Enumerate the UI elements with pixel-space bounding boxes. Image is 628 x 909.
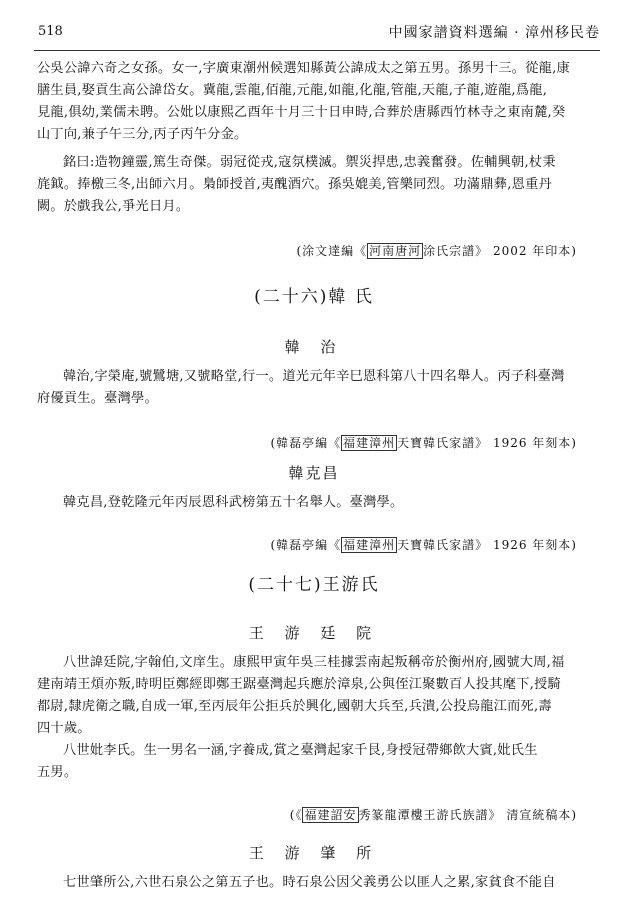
person-name: 韓 治 <box>284 338 344 356</box>
source-citation: (涂文達編《 河南唐河 涂氏宗譜》 2002 年印本) <box>296 244 577 258</box>
biography-paragraph <box>37 740 591 784</box>
text-line: 韓治,字榮庵,號鷺塘,又號略堂,行一。道光元年辛巳恩科第八十四名舉人。丙子科臺灣 <box>63 369 565 384</box>
source-citation: (韓磊亭編《 福建漳州 天寶韓氏家譜》 1926 年刻本) <box>270 538 577 552</box>
text-line: 四十歲。 <box>37 721 91 736</box>
text-line: 八世諱廷院,字翰伯,文庠生。康熙甲寅年吳三桂據雲南起叛稱帝於衡州府,國號大周,福 <box>63 655 565 670</box>
text-line: 建南靖王煩亦叛,時明臣鄭經即鄭王踞臺灣起兵應於漳泉,公與侄江聚數百人投其麾下,授騎 <box>37 677 561 692</box>
boxed-place: 河南唐河 <box>369 244 422 258</box>
person-name: 韓克昌 <box>288 464 340 482</box>
running-title: 中國家譜資料選編 · 漳州移民卷 <box>388 25 600 41</box>
text-line: 銘曰:造物鐘靈,篤生奇傑。弱冠從戎,寇氛樸滅。禦災捍患,忠義奮發。佐輔興朝,杖秉 <box>63 155 556 170</box>
text-line: 旄鉞。捧檄三冬,出師六月。梟師授首,夷醜酒穴。孫吳媲美,管樂同烈。功滿鼎彝,恩重丹 <box>37 177 552 192</box>
text-line: 八世妣李氏。生一男名一涵,字養成,賞之臺灣起家千艮,身授冠帶鄉飲大賓,妣氏生 <box>63 743 538 758</box>
epitaph-paragraph <box>37 152 591 218</box>
text-line: 五男。 <box>37 765 78 780</box>
biography-paragraph <box>37 652 591 740</box>
text-line: 七世肇所公,六世石泉公之第五子也。時石泉公因父義勇公以匪人之累,家貧食不能自 <box>63 875 556 890</box>
boxed-place: 福建詔安 <box>304 808 357 822</box>
page-body <box>37 58 591 894</box>
biography-paragraph <box>37 872 591 894</box>
text-line: 山丁向,兼子午三分,丙子丙午分金。 <box>37 127 248 142</box>
person-name: 王 游 肇 所 <box>248 844 380 862</box>
header-rule <box>34 50 600 51</box>
page-number: 518 <box>38 24 63 39</box>
biography-paragraph <box>37 492 591 514</box>
text-line: 見龍,俱幼,業儒未聘。公妣以康熙乙酉年十月三十日申時,合葬於唐縣西竹林寺之東南麓,癸 <box>37 105 566 120</box>
intro-paragraph <box>37 58 591 146</box>
boxed-place: 福建漳州 <box>343 436 396 450</box>
text-line: 韓克昌,登乾隆元年丙辰恩科武榜第五十名舉人。臺灣學。 <box>63 495 404 510</box>
page-header <box>34 12 600 46</box>
source-citation: (《 福建詔安 秀篆龍潭樓王游氏族譜》 清宣統稿本) <box>289 808 577 822</box>
clan-heading: (二十七)王游氏 <box>248 575 380 595</box>
person-name: 王 游 廷 院 <box>248 624 380 642</box>
boxed-place: 福建漳州 <box>343 538 396 552</box>
text-line: 都尉,隸虎衛之職,自成一軍,至丙辰年公拒兵於興化,國朝大兵至,兵潰,公投烏龍江而死,壽 <box>37 699 552 714</box>
text-line: 公吳公諱六奇之女孫。女一,字廣東潮州候選知縣黃公諱成太之第五男。孫男十三。從龍,康 <box>37 61 570 76</box>
biography-paragraph <box>37 366 591 410</box>
clan-heading: (二十六)韓 氏 <box>254 287 374 307</box>
source-citation: (韓磊亭編《 福建漳州 天寶韓氏家譜》 1926 年刻本) <box>270 436 577 450</box>
text-line: 府優貢生。臺灣學。 <box>37 391 158 406</box>
text-line: 闕。於戲我公,爭光日月。 <box>37 199 190 214</box>
text-line: 膳生員,娶貢生高公諱岱女。冀龍,雲龍,佰龍,元龍,如龍,化龍,管龍,天龍,子龍,遊龍,爲龍, <box>37 83 548 98</box>
